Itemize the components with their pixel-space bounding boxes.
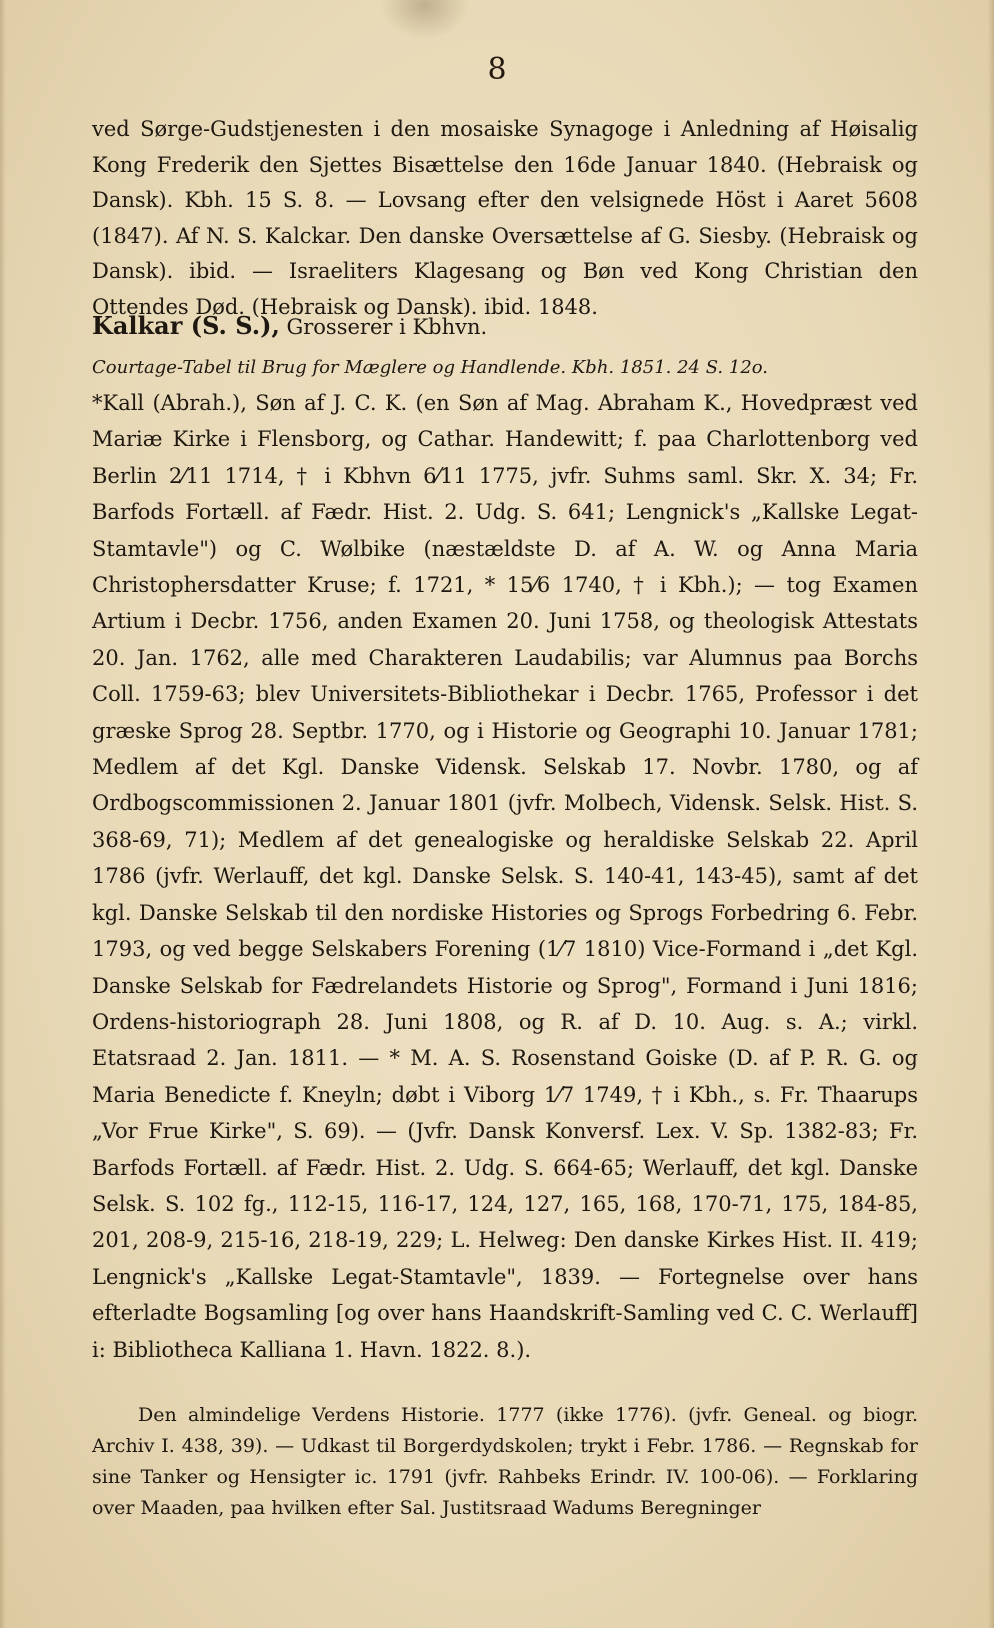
right-page-edge <box>988 0 994 1628</box>
entry-occupation: Grosserer i Kbhvn. <box>279 315 488 339</box>
paragraph-works-list <box>92 1400 918 1524</box>
paragraph-text: Den almindelige Verdens Historie. 1777 (ikke 1776). (jvfr. Geneal. og biogr. Archiv I. 438, 39). — Udkast til Borgerdydskolen; trykt i Febr. 1786. — Regnskab for sine Tanker og Hensigter ic. 1791 (jvfr. Rahbeks Erindr. IV. 100-06). — Forklaring over Maaden, paa hvilken efter Sal. Justitsraad Wadums Beregninger <box>92 1404 918 1519</box>
binding-shadow <box>380 0 470 40</box>
paragraph-synagogue-works <box>92 112 918 326</box>
page-number: 8 <box>487 52 507 87</box>
entry-name: Kalkar (S. S.), <box>92 311 280 340</box>
paragraph-courtage-tabel <box>92 350 918 386</box>
paragraph-text: ved Sørge-Gudstjenesten i den mosaiske Synagoge i Anledning af Høisalig Kong Frederik den Sjettes Bisættelse den 16de Januar 1840. (Hebraisk og Dansk). Kbh. 15 S. 8. — Lovsang efter den velsignede Höst i Aaret 5608 (1847). Af N. S. Kalckar. Den danske Oversættelse af G. Siesby. (Hebraisk og Dansk). ibid. — Israeliters Klagesang og Bøn ved Kong Christian den Ottendes Død. (Hebraisk og Dansk). ibid. 1848. <box>92 117 918 319</box>
entry-kall-biography <box>92 385 918 1368</box>
paragraph-text: Courtage-Tabel til Brug for Mæglere og Handlende. Kbh. 1851. 24 S. 12o. <box>92 357 769 378</box>
entry-heading-kalkar <box>92 308 918 346</box>
left-page-edge <box>0 0 6 1628</box>
paragraph-text: *Kall (Abrah.), Søn af J. C. K. (en Søn af Mag. Abraham K., Hovedpræst ved Mariæ Kirke i Flensborg, og Cathar. Handewitt; f. paa Charlottenborg ved Berlin 2⁄11 1714, † i Kbhvn 6⁄11 1775, jvfr. Suhms saml. Skr. X. 34; Fr. Barfods Fortæll. af Fædr. Hist. 2. Udg. S. 641; Lengnick's „Kallske Legat-Stamtavle") og C. Wølbike (næstældste D. af A. W. og Anna Maria Christophersdatter Kruse; f. 1721, * 15⁄6 1740, † i Kbh.); — tog Examen Artium i Decbr. 1756, anden Examen 20. Juni 1758, og theologisk Attestats 20. Jan. 1762, alle med Charakteren Laudabilis; var Alumnus paa Borchs Coll. 1759-63; blev Universitets-Bibliothekar i Decbr. 1765, Professor i det græske Sprog 28. Septbr. 1770, og i Historie og Geographi 10. Januar 1781; Medlem af det Kgl. Danske Vidensk. Selskab 17. Novbr. 1780, og af Ordbogscommissionen 2. Januar 1801 (jvfr. Molbech, Vidensk. Selsk. Hist. S. 368-69, 71); Medlem af det genealogiske og heraldiske Selskab 22. April 1786 (jvfr. Werlauff, det kgl. Danske Selsk. S. 140-41, 143-45), samt af det kgl. Danske Selskab til den nordiske Histories og Sprogs Forbedring 6. Febr. 1793, og ved begge Selskabers Forening (1⁄7 1810) Vice-Formand i „det Kgl. Danske Selskab for Fædrelandets Historie og Sprog", Formand i Juni 1816; Ordens-historiograph 28. Juni 1808, og R. af D. 10. Aug. s. A.; virkl. Etatsraad 2. Jan. 1811. — * M. A. S. Rosenstand Goiske (D. af P. R. G. og Maria Benedicte f. Kneyln; døbt i Viborg 1⁄7 1749, † i Kbh., s. Fr. Thaarups „Vor Frue Kirke", S. 69). — (Jvfr. Dansk Konversf. Lex. V. Sp. 1382-83; Fr. Barfods Fortæll. af Fædr. Hist. 2. Udg. S. 664-65; Werlauff, det kgl. Danske Selsk. S. 102 fg., 112-15, 116-17, 124, 127, 165, 168, 170-71, 175, 184-85, 201, 208-9, 215-16, 218-19, 229; L. Helweg: Den danske Kirkes Hist. II. 419; Lengnick's „Kallske Legat-Stamtavle", 1839. — Fortegnelse over hans efterladte Bogsamling [og over hans Haandskrift-Samling ved C. C. Werlauff] i: Bibliotheca Kalliana 1. Havn. 1822. 8.). <box>92 391 918 1362</box>
